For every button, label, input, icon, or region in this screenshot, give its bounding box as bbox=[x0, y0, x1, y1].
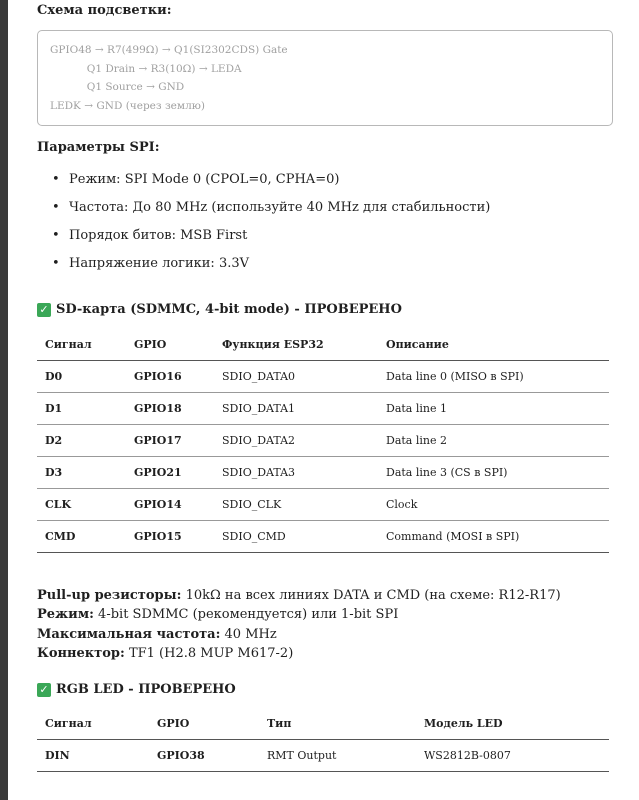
property-line bbox=[37, 586, 561, 605]
signal-cell: D3 bbox=[37, 457, 126, 489]
list-item: • Частота: До 80 MHz (используйте 40 MHz для стабильности) bbox=[37, 198, 490, 226]
column-header: GPIO bbox=[149, 707, 259, 740]
spi-params-list bbox=[37, 170, 490, 282]
check-mark-icon: ✓ bbox=[37, 683, 51, 697]
table-row bbox=[37, 457, 609, 489]
description-cell: Data line 0 (MISO в SPI) bbox=[378, 361, 609, 393]
bullet-icon: • bbox=[52, 256, 60, 271]
code-line: Q1 Source → GND bbox=[50, 81, 185, 93]
sd-heading bbox=[37, 302, 402, 317]
signal-cell: D1 bbox=[37, 393, 126, 425]
sd-heading-text: SD-карта (SDMMC, 4-bit mode) - ПРОВЕРЕНО bbox=[56, 302, 402, 317]
rgb-heading-text: RGB LED - ПРОВЕРЕНО bbox=[56, 682, 236, 697]
left-border bbox=[0, 0, 8, 800]
function-cell: SDIO_CLK bbox=[214, 489, 378, 521]
code-line: Q1 Drain → R3(10Ω) → LEDA bbox=[50, 62, 242, 75]
property-value: TF1 (H2.8 MUP M617-2) bbox=[124, 645, 294, 661]
code-line: LEDK → GND (через землю) bbox=[50, 99, 205, 112]
column-header: Сигнал bbox=[37, 328, 126, 361]
bullet-icon: • bbox=[52, 172, 60, 187]
column-header: Функция ESP32 bbox=[214, 328, 378, 361]
property-label: Pull-up резисторы: bbox=[37, 588, 182, 603]
property-value: 4-bit SDMMC (рекомендуется) или 1-bit SPI bbox=[93, 607, 399, 623]
code-line: GPIO48 → R7(499Ω) → Q1(SI2302CDS) Gate bbox=[50, 44, 288, 56]
property-label: Максимальная частота: bbox=[37, 626, 221, 642]
table-header-row bbox=[37, 328, 609, 361]
signal-cell: D0 bbox=[37, 361, 126, 393]
table-row bbox=[37, 489, 609, 521]
property-value: 40 MHz bbox=[220, 626, 277, 642]
property-line bbox=[37, 644, 561, 663]
signal-cell: D2 bbox=[37, 425, 126, 457]
property-label: Коннектор: bbox=[37, 645, 125, 661]
function-cell: SDIO_DATA0 bbox=[214, 361, 378, 393]
property-value: 10kΩ на всех линиях DATA и CMD (на схеме: R12-R17) bbox=[181, 588, 561, 603]
table-header-row bbox=[37, 707, 609, 740]
description-cell: Data line 3 (CS в SPI) bbox=[378, 457, 609, 489]
led-model-cell: WS2812B-0807 bbox=[416, 740, 609, 772]
backlight-code-block bbox=[37, 30, 613, 126]
column-header: GPIO bbox=[126, 328, 214, 361]
signal-cell: CMD bbox=[37, 521, 126, 553]
property-label: Режим: bbox=[37, 607, 94, 623]
gpio-cell: GPIO21 bbox=[126, 457, 214, 489]
column-header: Сигнал bbox=[37, 707, 149, 740]
function-cell: SDIO_CMD bbox=[214, 521, 378, 553]
gpio-cell: GPIO14 bbox=[126, 489, 214, 521]
signal-cell: DIN bbox=[37, 740, 149, 772]
list-item: • Напряжение логики: 3.3V bbox=[37, 254, 490, 282]
list-item: • Режим: SPI Mode 0 (CPOL=0, CPHA=0) bbox=[37, 170, 490, 198]
gpio-cell: GPIO17 bbox=[126, 425, 214, 457]
table-row bbox=[37, 521, 609, 553]
table-row bbox=[37, 393, 609, 425]
table-row bbox=[37, 740, 609, 772]
list-item: • Порядок битов: MSB First bbox=[37, 226, 490, 254]
gpio-cell: GPIO38 bbox=[149, 740, 259, 772]
type-cell: RMT Output bbox=[259, 740, 416, 772]
check-mark-icon: ✓ bbox=[37, 303, 51, 317]
description-cell: Clock bbox=[378, 489, 609, 521]
gpio-cell: GPIO16 bbox=[126, 361, 214, 393]
column-header: Описание bbox=[378, 328, 609, 361]
table-row bbox=[37, 425, 609, 457]
column-header: Тип bbox=[259, 707, 416, 740]
function-cell: SDIO_DATA1 bbox=[214, 393, 378, 425]
function-cell: SDIO_DATA2 bbox=[214, 425, 378, 457]
description-cell: Command (MOSI в SPI) bbox=[378, 521, 609, 553]
spi-heading: Параметры SPI: bbox=[37, 140, 160, 155]
description-cell: Data line 1 bbox=[378, 393, 609, 425]
property-line bbox=[37, 625, 561, 644]
column-header: Модель LED bbox=[416, 707, 609, 740]
signal-cell: CLK bbox=[37, 489, 126, 521]
rgb-pin-table bbox=[37, 707, 609, 772]
sd-pin-table bbox=[37, 328, 609, 553]
function-cell: SDIO_DATA3 bbox=[214, 457, 378, 489]
gpio-cell: GPIO15 bbox=[126, 521, 214, 553]
table-row bbox=[37, 361, 609, 393]
sd-properties bbox=[37, 586, 561, 663]
gpio-cell: GPIO18 bbox=[126, 393, 214, 425]
description-cell: Data line 2 bbox=[378, 425, 609, 457]
bullet-icon: • bbox=[52, 228, 60, 243]
property-line bbox=[37, 605, 561, 624]
rgb-heading bbox=[37, 682, 236, 697]
bullet-icon: • bbox=[52, 200, 60, 215]
backlight-heading: Схема подсветки: bbox=[37, 3, 172, 18]
